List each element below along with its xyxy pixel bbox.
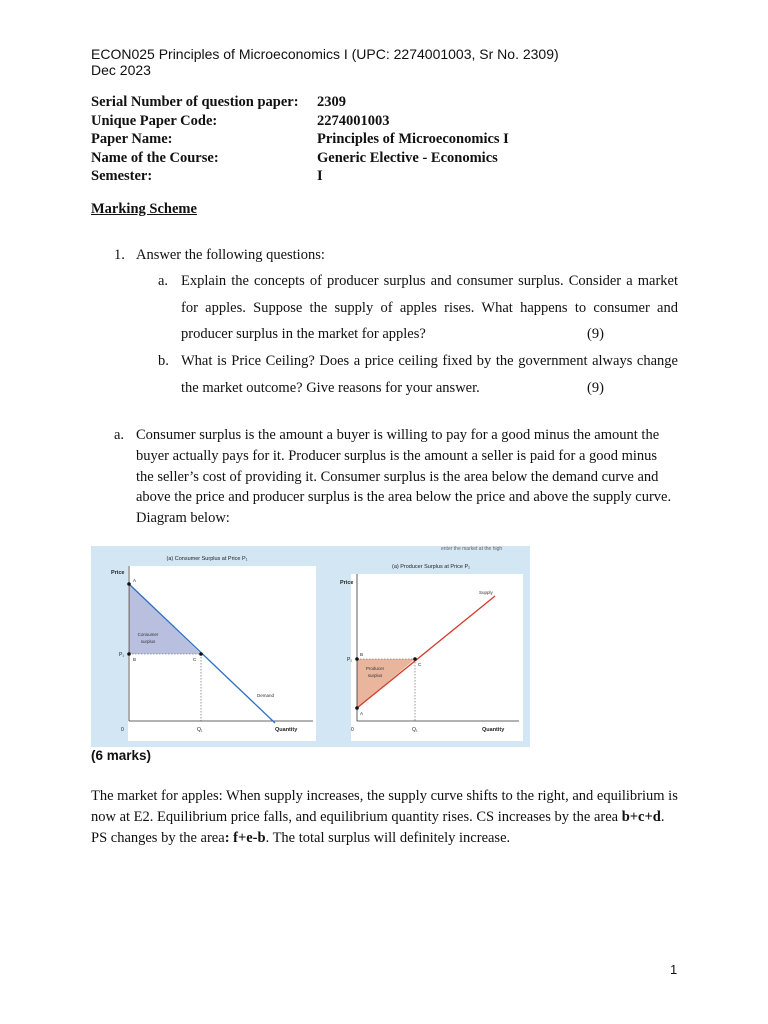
meta-row <box>91 167 509 186</box>
meta-value: I <box>317 168 323 184</box>
supply-label: Supply <box>479 590 493 595</box>
origin-label: 0 <box>351 727 354 733</box>
producer-surplus-figure <box>323 546 530 747</box>
document-header <box>91 46 559 78</box>
origin-label: 0 <box>121 727 124 733</box>
header-course-line: ECON025 Principles of Microeconomics I (UPC: 2274001003, Sr No. 2309) <box>91 46 559 62</box>
part-line: producer surplus in the market for apples? <box>181 326 426 342</box>
meta-key: Serial Number of question paper: <box>91 94 299 110</box>
question-number: 1. <box>114 247 125 263</box>
p1-label: P₁ <box>347 657 353 663</box>
answer-label: a. <box>114 427 125 443</box>
cropped-top-text: enter the market at the high <box>441 546 503 552</box>
q1-label: Q₁ <box>412 727 418 733</box>
label-a: A <box>360 711 364 716</box>
area-label-line2: surplus <box>140 639 156 644</box>
point-b <box>127 652 131 656</box>
apples-market-paragraph <box>91 786 681 848</box>
paragraph-intro: The market for apples: When supply increases, the supply curve shifts to the right, and equilibrium is now at E2. Equilibrium price falls, and equilibrium quantity rises. CS increases by the area <box>91 788 678 825</box>
y-axis-label: Price <box>340 580 354 586</box>
part-line: What is Price Ceiling? Does a price ceiling fixed by the government always change <box>181 353 678 369</box>
part-label: a. <box>158 273 169 289</box>
meta-value: Principles of Microeconomics I <box>317 131 509 147</box>
part-label: b. <box>158 353 169 369</box>
consumer-surplus-figure <box>91 546 323 747</box>
area-label-line1: Producer <box>365 666 385 671</box>
label-c: C <box>418 662 422 667</box>
meta-key: Semester: <box>91 168 153 184</box>
y-axis-label: Price <box>111 570 125 576</box>
paragraph-end: . The total surplus will definitely increase. <box>265 829 511 846</box>
paper-meta-table <box>91 93 509 186</box>
meta-row <box>91 112 509 131</box>
meta-row <box>91 93 509 112</box>
point-a <box>127 582 131 586</box>
answer-text: Consumer surplus is the amount a buyer is willing to pay for a good minus the amount the buyer actually pays for it. Producer surplus is the amount a seller is paid for a good minus the seller’s cost of providing it. Consumer surplus is the area below the demand curve and above the price and producer surplus is the area below the price and above the supply curve. Diagram below: <box>136 427 672 527</box>
cs-area: b+c+d <box>621 808 661 825</box>
label-b: B <box>133 657 137 662</box>
ps-area: f+e-b <box>233 829 266 846</box>
point-b <box>355 657 359 661</box>
figure-title: (a) Producer Surplus at Price P₁ <box>392 564 470 570</box>
part-line: Explain the concepts of producer surplus and consumer surplus. Consider a market <box>181 273 678 289</box>
marks-note: (6 marks) <box>91 748 152 763</box>
meta-row <box>91 149 509 168</box>
point-a <box>355 706 359 710</box>
meta-value: 2309 <box>317 94 346 110</box>
x-axis-label: Quantity <box>482 727 505 733</box>
demand-label: Demand <box>257 693 275 698</box>
plot-area <box>351 574 523 741</box>
paragraph-colon: : <box>224 829 234 846</box>
part-marks: (9) <box>587 379 604 396</box>
meta-key: Name of the Course: <box>91 149 219 166</box>
p1-label: P₁ <box>119 652 125 658</box>
meta-value: 2274001003 <box>317 112 390 129</box>
figure-title: (a) Consumer Surplus at Price P₁ <box>166 556 248 562</box>
area-label-line1: Consumer <box>137 632 159 637</box>
meta-value: Generic Elective - Economics <box>317 149 498 166</box>
q1-label: Q₁ <box>197 727 203 733</box>
label-c: C <box>193 657 197 662</box>
page-number: 1 <box>670 962 678 977</box>
meta-key: Paper Name: <box>91 131 173 147</box>
part-line: the market outcome? Give reasons for your answer. <box>181 379 480 396</box>
question-text: Answer the following questions: <box>136 247 325 263</box>
part-line: for apples. Suppose the supply of apples rises. What happens to consumer and <box>181 299 678 316</box>
paragraph-mid: . PS changes by the area <box>91 808 665 846</box>
label-a: A <box>133 578 137 583</box>
point-c <box>413 657 417 661</box>
x-axis-label: Quantity <box>275 727 298 733</box>
header-date: Dec 2023 <box>91 62 151 78</box>
label-b: B <box>360 652 364 657</box>
meta-row <box>91 130 509 149</box>
point-c <box>199 652 203 656</box>
area-label-line2: surplus <box>367 673 383 678</box>
marking-scheme-heading: Marking Scheme <box>91 201 197 217</box>
meta-key: Unique Paper Code: <box>91 112 218 129</box>
part-marks: (9) <box>587 326 604 342</box>
